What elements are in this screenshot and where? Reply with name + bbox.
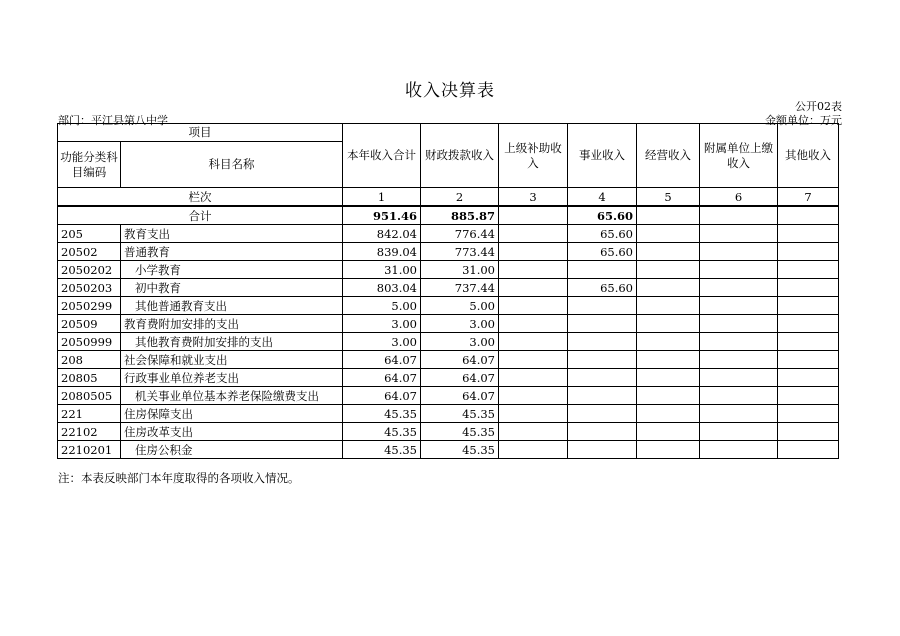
total-superior xyxy=(499,206,568,225)
row-name: 社会保障和就业支出 xyxy=(121,351,343,369)
column-number-label: 栏次 xyxy=(58,188,343,207)
row-name: 其他普通教育支出 xyxy=(121,297,343,315)
row-affiliate xyxy=(700,225,778,243)
row-total: 31.00 xyxy=(343,261,421,279)
row-business: 65.60 xyxy=(568,243,637,261)
row-code: 2080505 xyxy=(58,387,121,405)
row-total: 45.35 xyxy=(343,441,421,459)
column-number: 7 xyxy=(778,188,839,207)
column-number: 5 xyxy=(637,188,700,207)
header-fiscal: 财政拨款收入 xyxy=(421,124,499,188)
header-operation: 经营收入 xyxy=(637,124,700,188)
row-name: 住房改革支出 xyxy=(121,423,343,441)
row-business xyxy=(568,333,637,351)
row-code: 2050202 xyxy=(58,261,121,279)
row-affiliate xyxy=(700,387,778,405)
row-other xyxy=(778,261,839,279)
row-superior xyxy=(499,423,568,441)
row-superior xyxy=(499,333,568,351)
row-code: 20502 xyxy=(58,243,121,261)
table-row xyxy=(58,405,839,423)
row-superior xyxy=(499,315,568,333)
total-row xyxy=(58,206,839,225)
header-total: 本年收入合计 xyxy=(343,124,421,188)
row-superior xyxy=(499,243,568,261)
column-number: 6 xyxy=(700,188,778,207)
row-other xyxy=(778,243,839,261)
column-number: 4 xyxy=(568,188,637,207)
row-operation xyxy=(637,315,700,333)
total-fiscal: 885.87 xyxy=(421,206,499,225)
row-superior xyxy=(499,297,568,315)
row-fiscal: 5.00 xyxy=(421,297,499,315)
row-superior xyxy=(499,351,568,369)
row-business: 65.60 xyxy=(568,225,637,243)
footnote: 注：本表反映部门本年度取得的各项收入情况。 xyxy=(58,471,300,485)
row-business xyxy=(568,387,637,405)
row-business xyxy=(568,441,637,459)
department-label: 部门：平江县第八中学 xyxy=(58,114,168,127)
row-operation xyxy=(637,261,700,279)
total-affiliate xyxy=(700,206,778,225)
row-operation xyxy=(637,243,700,261)
row-other xyxy=(778,315,839,333)
row-operation xyxy=(637,405,700,423)
row-other xyxy=(778,333,839,351)
table-row xyxy=(58,369,839,387)
row-business xyxy=(568,297,637,315)
row-name: 教育费附加安排的支出 xyxy=(121,315,343,333)
row-fiscal: 776.44 xyxy=(421,225,499,243)
table-row xyxy=(58,315,839,333)
table-row xyxy=(58,441,839,459)
row-name: 普通教育 xyxy=(121,243,343,261)
income-table xyxy=(57,123,839,459)
row-code: 2050299 xyxy=(58,297,121,315)
row-superior xyxy=(499,405,568,423)
row-total: 3.00 xyxy=(343,333,421,351)
row-business: 65.60 xyxy=(568,279,637,297)
row-fiscal: 64.07 xyxy=(421,369,499,387)
row-name: 其他教育费附加安排的支出 xyxy=(121,333,343,351)
row-business xyxy=(568,261,637,279)
row-name: 初中教育 xyxy=(121,279,343,297)
row-business xyxy=(568,351,637,369)
row-fiscal: 31.00 xyxy=(421,261,499,279)
row-code: 20805 xyxy=(58,369,121,387)
row-business xyxy=(568,369,637,387)
row-total: 64.07 xyxy=(343,387,421,405)
total-label: 合计 xyxy=(58,206,343,225)
row-other xyxy=(778,387,839,405)
row-name: 小学教育 xyxy=(121,261,343,279)
row-affiliate xyxy=(700,441,778,459)
row-other xyxy=(778,423,839,441)
row-business xyxy=(568,315,637,333)
row-fiscal: 737.44 xyxy=(421,279,499,297)
row-affiliate xyxy=(700,243,778,261)
row-other xyxy=(778,297,839,315)
row-other xyxy=(778,405,839,423)
page-title: 收入决算表 xyxy=(405,81,495,101)
header-affiliate: 附属单位上缴收入 xyxy=(700,124,778,188)
row-fiscal: 64.07 xyxy=(421,351,499,369)
row-total: 45.35 xyxy=(343,423,421,441)
total-other xyxy=(778,206,839,225)
row-code: 2050203 xyxy=(58,279,121,297)
row-affiliate xyxy=(700,369,778,387)
column-number: 1 xyxy=(343,188,421,207)
row-operation xyxy=(637,387,700,405)
row-affiliate xyxy=(700,261,778,279)
row-business xyxy=(568,405,637,423)
table-row xyxy=(58,243,839,261)
row-affiliate xyxy=(700,351,778,369)
row-fiscal: 64.07 xyxy=(421,387,499,405)
row-operation xyxy=(637,279,700,297)
row-total: 45.35 xyxy=(343,405,421,423)
row-code: 221 xyxy=(58,405,121,423)
row-operation xyxy=(637,297,700,315)
total-operation xyxy=(637,206,700,225)
row-superior xyxy=(499,369,568,387)
row-affiliate xyxy=(700,279,778,297)
row-affiliate xyxy=(700,315,778,333)
table-row xyxy=(58,261,839,279)
row-total: 842.04 xyxy=(343,225,421,243)
column-number-row xyxy=(58,188,839,207)
table-row xyxy=(58,279,839,297)
row-total: 839.04 xyxy=(343,243,421,261)
form-code: 公开02表 xyxy=(795,100,842,113)
amount-unit-label: 金额单位：万元 xyxy=(765,114,842,127)
row-other xyxy=(778,279,839,297)
column-number: 3 xyxy=(499,188,568,207)
row-business xyxy=(568,423,637,441)
row-superior xyxy=(499,387,568,405)
row-code: 2050999 xyxy=(58,333,121,351)
header-name: 科目名称 xyxy=(121,142,343,188)
table-row xyxy=(58,351,839,369)
table-row xyxy=(58,225,839,243)
row-total: 3.00 xyxy=(343,315,421,333)
total-business: 65.60 xyxy=(568,206,637,225)
row-operation xyxy=(637,351,700,369)
row-affiliate xyxy=(700,405,778,423)
row-other xyxy=(778,225,839,243)
row-fiscal: 773.44 xyxy=(421,243,499,261)
header-item: 项目 xyxy=(58,124,343,142)
column-number: 2 xyxy=(421,188,499,207)
row-name: 住房公积金 xyxy=(121,441,343,459)
row-operation xyxy=(637,225,700,243)
header-code: 功能分类科目编码 xyxy=(58,142,121,188)
row-other xyxy=(778,351,839,369)
table-row xyxy=(58,387,839,405)
table-row xyxy=(58,297,839,315)
row-fiscal: 3.00 xyxy=(421,315,499,333)
row-superior xyxy=(499,441,568,459)
row-name: 行政事业单位养老支出 xyxy=(121,369,343,387)
row-fiscal: 3.00 xyxy=(421,333,499,351)
table-row xyxy=(58,423,839,441)
row-name: 教育支出 xyxy=(121,225,343,243)
row-total: 803.04 xyxy=(343,279,421,297)
row-name: 住房保障支出 xyxy=(121,405,343,423)
row-fiscal: 45.35 xyxy=(421,441,499,459)
row-code: 205 xyxy=(58,225,121,243)
header-business: 事业收入 xyxy=(568,124,637,188)
row-affiliate xyxy=(700,333,778,351)
row-operation xyxy=(637,369,700,387)
row-superior xyxy=(499,279,568,297)
row-fiscal: 45.35 xyxy=(421,405,499,423)
row-code: 2210201 xyxy=(58,441,121,459)
row-total: 64.07 xyxy=(343,369,421,387)
row-total: 5.00 xyxy=(343,297,421,315)
row-operation xyxy=(637,441,700,459)
row-other xyxy=(778,441,839,459)
row-name: 机关事业单位基本养老保险缴费支出 xyxy=(121,387,343,405)
row-operation xyxy=(637,423,700,441)
row-affiliate xyxy=(700,297,778,315)
row-superior xyxy=(499,261,568,279)
row-code: 22102 xyxy=(58,423,121,441)
header-superior: 上级补助收入 xyxy=(499,124,568,188)
row-code: 208 xyxy=(58,351,121,369)
table-row xyxy=(58,333,839,351)
row-other xyxy=(778,369,839,387)
row-code: 20509 xyxy=(58,315,121,333)
row-affiliate xyxy=(700,423,778,441)
total-amount: 951.46 xyxy=(343,206,421,225)
header-other: 其他收入 xyxy=(778,124,839,188)
row-total: 64.07 xyxy=(343,351,421,369)
row-superior xyxy=(499,225,568,243)
row-fiscal: 45.35 xyxy=(421,423,499,441)
row-operation xyxy=(637,333,700,351)
